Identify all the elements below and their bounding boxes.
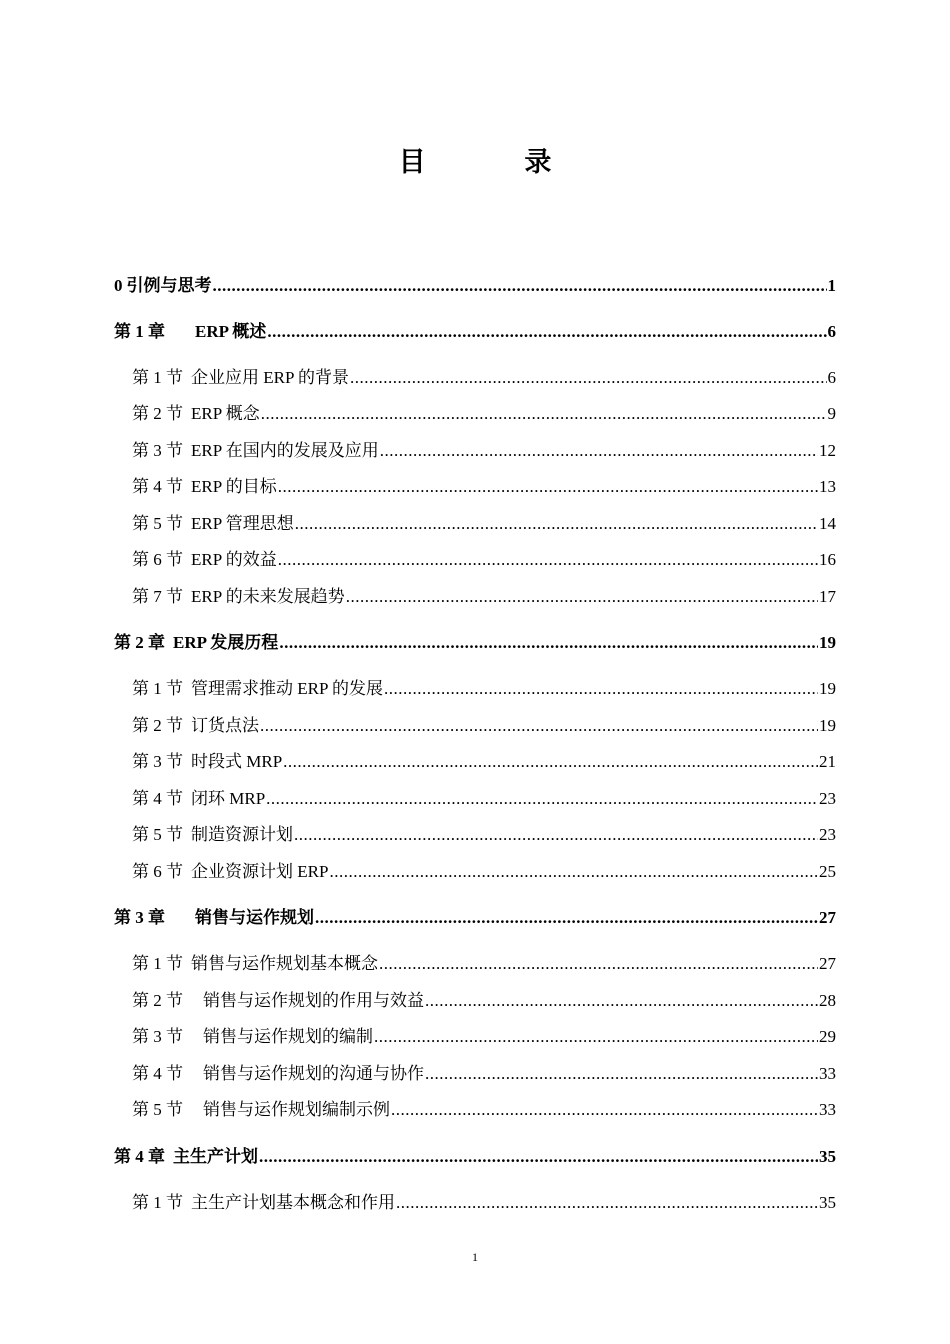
toc-entry-title: 企业资源计划 ERP xyxy=(191,862,329,881)
toc-dot-leader xyxy=(384,679,818,699)
toc-entry-label xyxy=(132,991,424,1011)
toc-page-number: 27 xyxy=(819,908,836,927)
toc-entry-number: 第 4 章 xyxy=(114,1147,165,1166)
toc-entry-number: 第 2 节 xyxy=(132,404,183,423)
toc-entry-title: 引例与思考 xyxy=(126,276,212,295)
toc-entry-label xyxy=(114,908,314,928)
toc-entry-label xyxy=(132,1193,395,1213)
toc-chapter-entry[interactable] xyxy=(114,1143,836,1167)
toc-entry-number: 0 xyxy=(114,276,123,295)
toc-entry-number: 第 4 节 xyxy=(132,477,183,496)
toc-entry-title: 管理需求推动 ERP 的发展 xyxy=(191,679,384,698)
toc-page-number: 33 xyxy=(819,1100,836,1119)
toc-section-entry[interactable] xyxy=(114,437,836,461)
toc-dot-leader xyxy=(295,514,818,534)
toc-entry-number: 第 4 节 xyxy=(132,789,183,808)
toc-entry-label xyxy=(132,404,260,424)
toc-page-number: 33 xyxy=(819,1064,836,1083)
toc-page-number: 23 xyxy=(819,789,836,808)
toc-page-number: 9 xyxy=(827,404,836,423)
toc-page-number: 19 xyxy=(819,633,836,652)
toc-entry-title: ERP 的效益 xyxy=(191,550,277,569)
toc-section-entry[interactable] xyxy=(114,1096,836,1120)
toc-page-number: 29 xyxy=(819,1027,836,1046)
toc-page-number: 27 xyxy=(819,954,836,973)
toc-page-number: 35 xyxy=(819,1193,836,1212)
toc-section-entry[interactable] xyxy=(114,1060,836,1084)
toc-section-entry[interactable] xyxy=(114,712,836,736)
toc-page-number: 16 xyxy=(819,550,836,569)
toc-dot-leader xyxy=(346,587,818,607)
toc-entry-label xyxy=(132,954,378,974)
toc-entry-label xyxy=(132,716,259,736)
toc-dot-leader xyxy=(278,477,818,497)
toc-dot-leader xyxy=(379,954,818,974)
toc-entry-title: ERP 概念 xyxy=(191,404,260,423)
toc-entry-number: 第 2 章 xyxy=(114,633,165,652)
toc-dot-leader xyxy=(266,789,818,809)
toc-entry-label xyxy=(132,789,265,809)
toc-entry-number: 第 1 章 xyxy=(114,322,165,341)
toc-dot-leader xyxy=(374,1027,818,1047)
toc-entry-number: 第 3 节 xyxy=(132,1027,183,1046)
toc-dot-leader xyxy=(396,1193,818,1213)
toc-page-number: 17 xyxy=(819,587,836,606)
toc-entry-number: 第 3 节 xyxy=(132,752,183,771)
toc-entry-title: ERP 在国内的发展及应用 xyxy=(191,441,379,460)
toc-dot-leader xyxy=(260,716,818,736)
toc-section-entry[interactable] xyxy=(114,400,836,424)
toc-entry-title: 销售与运作规划 xyxy=(195,908,314,927)
toc-entry-title: 销售与运作规划的沟通与协作 xyxy=(203,1064,424,1083)
toc-dot-leader xyxy=(425,1064,818,1084)
toc-page-number: 6 xyxy=(827,368,836,387)
toc-page-number: 13 xyxy=(819,477,836,496)
toc-entry-number: 第 4 节 xyxy=(132,1064,183,1083)
toc-entry-title: 闭环 MRP xyxy=(191,789,266,808)
toc-entry-title: 主生产计划 xyxy=(173,1147,258,1166)
toc-entry-number: 第 2 节 xyxy=(132,716,183,735)
toc-entry-title: ERP 的目标 xyxy=(191,477,277,496)
toc-entry-label xyxy=(132,587,345,607)
toc-section-entry[interactable] xyxy=(114,473,836,497)
toc-entry-title: ERP 的未来发展趋势 xyxy=(191,587,345,606)
toc-section-entry[interactable] xyxy=(114,950,836,974)
toc-entry-number: 第 3 节 xyxy=(132,441,183,460)
toc-entry-number: 第 6 节 xyxy=(132,862,183,881)
toc-page-number: 12 xyxy=(819,441,836,460)
toc-entry-title: ERP 发展历程 xyxy=(173,633,279,652)
toc-entry-title: 时段式 MRP xyxy=(191,752,283,771)
toc-section-entry[interactable] xyxy=(114,546,836,570)
toc-page-number: 23 xyxy=(819,825,836,844)
toc-entry-label xyxy=(132,1027,373,1047)
toc-section-entry[interactable] xyxy=(114,987,836,1011)
toc-dot-leader xyxy=(278,550,818,570)
toc-entry-label xyxy=(114,322,266,342)
toc-page-number: 19 xyxy=(819,679,836,698)
toc-entry-number: 第 1 节 xyxy=(132,1193,183,1212)
toc-entry-number: 第 1 节 xyxy=(132,368,183,387)
page-number: 1 xyxy=(472,1250,478,1264)
toc-section-entry[interactable] xyxy=(114,583,836,607)
toc-dot-leader xyxy=(350,368,826,388)
toc-dot-leader xyxy=(391,1100,818,1120)
toc-page-number: 14 xyxy=(819,514,836,533)
toc-dot-leader xyxy=(283,752,818,772)
toc-section-entry[interactable] xyxy=(114,748,836,772)
toc-dot-leader xyxy=(259,1147,818,1167)
toc-entry-label xyxy=(132,752,282,772)
toc-entry-label xyxy=(132,679,383,699)
toc-section-entry[interactable] xyxy=(114,510,836,534)
toc-entry-title: ERP 概述 xyxy=(195,322,267,341)
toc-entry-label xyxy=(114,1147,258,1167)
toc-entry-number: 第 5 节 xyxy=(132,514,183,533)
toc-dot-leader xyxy=(261,404,827,424)
toc-entry-title: 销售与运作规划编制示例 xyxy=(203,1100,390,1119)
toc-entry-label xyxy=(132,368,349,388)
toc-entry-label xyxy=(132,1064,424,1084)
toc-entry-title: 制造资源计划 xyxy=(191,825,293,844)
toc-entry-label xyxy=(132,825,293,845)
toc-page-number: 35 xyxy=(819,1147,836,1166)
toc-section-entry[interactable] xyxy=(114,821,836,845)
toc-section-entry[interactable] xyxy=(114,364,836,388)
toc-section-entry[interactable] xyxy=(114,675,836,699)
toc-entry-label xyxy=(132,1100,390,1120)
toc-entry-number: 第 1 节 xyxy=(132,679,183,698)
toc-entry-number: 第 6 节 xyxy=(132,550,183,569)
toc-entry-label xyxy=(132,514,294,534)
toc-dot-leader xyxy=(380,441,818,461)
toc-chapter-entry[interactable] xyxy=(114,318,836,342)
toc-entry-number: 第 5 节 xyxy=(132,1100,183,1119)
toc-entry-number: 第 2 节 xyxy=(132,991,183,1010)
toc-entry-label xyxy=(132,477,277,497)
toc-entry-title: 订货点法 xyxy=(191,716,259,735)
toc-entry-number: 第 5 节 xyxy=(132,825,183,844)
toc-page-number: 28 xyxy=(819,991,836,1010)
toc-page-number: 19 xyxy=(819,716,836,735)
toc-page-number: 6 xyxy=(827,322,836,341)
toc-section-entry[interactable] xyxy=(114,858,836,882)
toc-dot-leader xyxy=(425,991,818,1011)
toc-dot-leader xyxy=(213,276,827,296)
page-title: 目 录 xyxy=(398,147,598,177)
toc-dot-leader xyxy=(279,633,818,653)
toc-page-number: 21 xyxy=(819,752,836,771)
toc-dot-leader xyxy=(267,322,826,342)
toc-entry-number: 第 7 节 xyxy=(132,587,183,606)
toc-entry-title: ERP 管理思想 xyxy=(191,514,294,533)
toc-chapter-entry[interactable] xyxy=(114,629,836,653)
toc-chapter-entry[interactable] xyxy=(114,904,836,928)
toc-entry-number: 第 3 章 xyxy=(114,908,165,927)
toc-entry-number: 第 1 节 xyxy=(132,954,183,973)
toc-entry-label xyxy=(132,441,379,461)
toc-entry-label xyxy=(114,633,278,653)
toc-section-entry[interactable] xyxy=(114,1023,836,1047)
toc-section-entry[interactable] xyxy=(114,1189,836,1213)
toc-page-number: 1 xyxy=(827,276,836,295)
toc-entry-label xyxy=(114,276,212,296)
toc-entry-label xyxy=(132,862,328,882)
toc-entry-title: 销售与运作规划基本概念 xyxy=(191,954,378,973)
toc-dot-leader xyxy=(315,908,818,928)
toc-entry-title: 企业应用 ERP 的背景 xyxy=(191,368,350,387)
toc-entry-label xyxy=(132,550,277,570)
toc-chapter-entry[interactable] xyxy=(114,272,836,296)
toc-entry-title: 销售与运作规划的作用与效益 xyxy=(203,991,424,1010)
toc-entry-title: 销售与运作规划的编制 xyxy=(203,1027,373,1046)
toc-dot-leader xyxy=(294,825,818,845)
toc-page-number: 25 xyxy=(819,862,836,881)
toc-section-entry[interactable] xyxy=(114,785,836,809)
toc-dot-leader xyxy=(329,862,818,882)
toc-entry-title: 主生产计划基本概念和作用 xyxy=(191,1193,395,1212)
